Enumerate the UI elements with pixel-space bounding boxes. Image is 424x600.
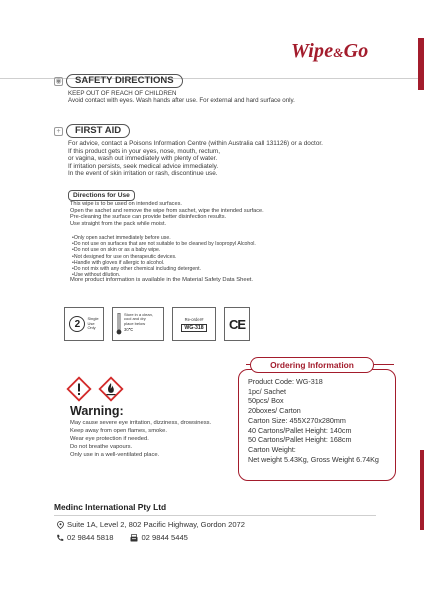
thermometer-icon [116,313,122,335]
list-item: • Not designed for use on therapeutic devices. [72,254,256,260]
first-aid-text [68,140,323,178]
plus-icon: + [54,127,63,136]
list-item: • Use without dilution. [72,272,256,278]
hazard-pictograms [66,376,124,402]
storage-symbol [112,307,164,341]
accent-bar-top [418,38,424,90]
list-item: • Do not mix with any other chemical including detergent. [72,266,256,272]
reorder-label: Re-order# [184,316,204,322]
list-item: • Do not use on skin or as a baby wipe. [72,247,256,253]
reorder-code: WG-318 [181,324,206,332]
list-item: • Handle with gloves if allergic to alcohol. [72,260,256,266]
directions-heading: Directions for Use [68,190,135,201]
phone-icon [56,534,64,542]
company-address [56,520,245,529]
safety-line: KEEP OUT OF REACH OF CHILDREN [68,90,177,97]
directions-line: Pre-cleaning the surface can provide better disinfection results. [70,214,227,221]
order-row: 50pcs/ Box [248,396,284,406]
warning-title: Warning: [70,404,124,418]
warning-line: May cause severe eye irritation, dizziness, drowsiness. [70,420,212,426]
list-item: • Do not use on surfaces that are not suitable to be cleaned by Isopropyl Alcohol. [72,241,256,247]
more-info-text: More product information is available in the Material Safety Data Sheet. [70,277,254,283]
first-aid-line: For advice, contact a Poisons Information Centre (within Australia call 131126) or a doctor. [68,140,323,147]
directions-text [70,201,264,227]
first-aid-line: In the event of skin irritation or rash, discontinue use. [68,170,218,177]
directions-line: Use straight from the pack while moist. [70,220,167,227]
order-row: Carton Size: 455X270x280mm [248,415,346,425]
order-row: Carton Weight: [248,444,296,454]
single-use-label-line: Single [87,316,99,322]
ordering-heading: Ordering Information [250,357,374,373]
order-row: 40 Cartons/Pallet Height: 140cm [248,425,352,435]
storage-label-line: place below [124,320,146,326]
first-aid-line: If this product gets in your eyes, nose, mouth, rectum, [68,147,221,155]
ordering-info-box [238,369,396,481]
warning-line: Do not breathe vapours. [70,444,133,450]
storage-temp: 30℃ [124,327,134,333]
first-aid-heading [54,124,130,138]
address-text: Suite 1A, Level 2, 802 Pacific Highway, Gordon 2072 [67,520,245,529]
directions-bullets [72,235,256,278]
storage-label-line: Store in a clean, [124,312,153,317]
directions-line: This wipe is to be used on intended surfaces. [70,201,182,207]
warning-text [70,419,211,459]
fax-icon [130,534,138,542]
single-use-icon: 2 [69,316,85,332]
company-contacts [56,533,188,542]
brand-logo: Wipe&Go [291,40,369,62]
footer-divider [54,515,376,516]
single-use-label [87,317,98,331]
first-aid-heading-label: FIRST AID [66,124,130,138]
shield-icon: ◉ [55,77,62,85]
location-pin-icon [56,521,64,529]
first-aid-line: If irritation persists, seek medical advice immediately. [68,162,219,170]
symbol-row [64,307,250,341]
order-row: Product Code: WG-318 [248,377,323,386]
exclamation-hazard-icon [66,376,92,402]
order-row: 1pc/ Sachet [248,386,286,396]
safety-heading-label: SAFETY DIRECTIONS [66,74,183,88]
reorder-symbol [172,307,216,341]
order-row: 20boxes/ Carton [248,406,301,416]
phone-number: 02 9844 5818 [67,533,114,542]
flame-hazard-icon [98,376,124,402]
single-use-label-line: Only [87,325,96,331]
list-item: • Only open sachet immediately before use. [72,235,256,241]
warning-line: Keep away from open flames, smoke. [70,428,167,434]
warning-line: Wear eye protection if needed. [70,436,149,442]
single-use-symbol [64,307,104,341]
ce-mark-icon: CE [224,307,250,341]
fax-number: 02 9844 5445 [141,533,188,542]
order-row: Net weight 5.43Kg, Gross Weight 6.74Kg [248,454,379,464]
safety-text [68,90,295,105]
order-heading-line-right [374,364,394,365]
company-name: Medinc International Pty Ltd [54,502,167,512]
warning-line: Only use in a well-ventilated place. [70,452,160,458]
accent-bar-bottom [420,450,424,530]
order-row: 50 Cartons/Pallet Height: 168cm [248,435,352,445]
safety-line: Avoid contact with eyes. Wash hands after use. For external and hard surface only. [68,97,295,105]
directions-line: Open the sachet and remove the wipe from sachet, wipe the intended surface. [70,207,264,214]
safety-heading [54,74,183,88]
first-aid-line: or vagina, wash out immediately with plenty of water. [68,155,218,162]
storage-label-line: cool and dry [124,316,146,322]
single-use-label-line: Use [87,320,95,326]
